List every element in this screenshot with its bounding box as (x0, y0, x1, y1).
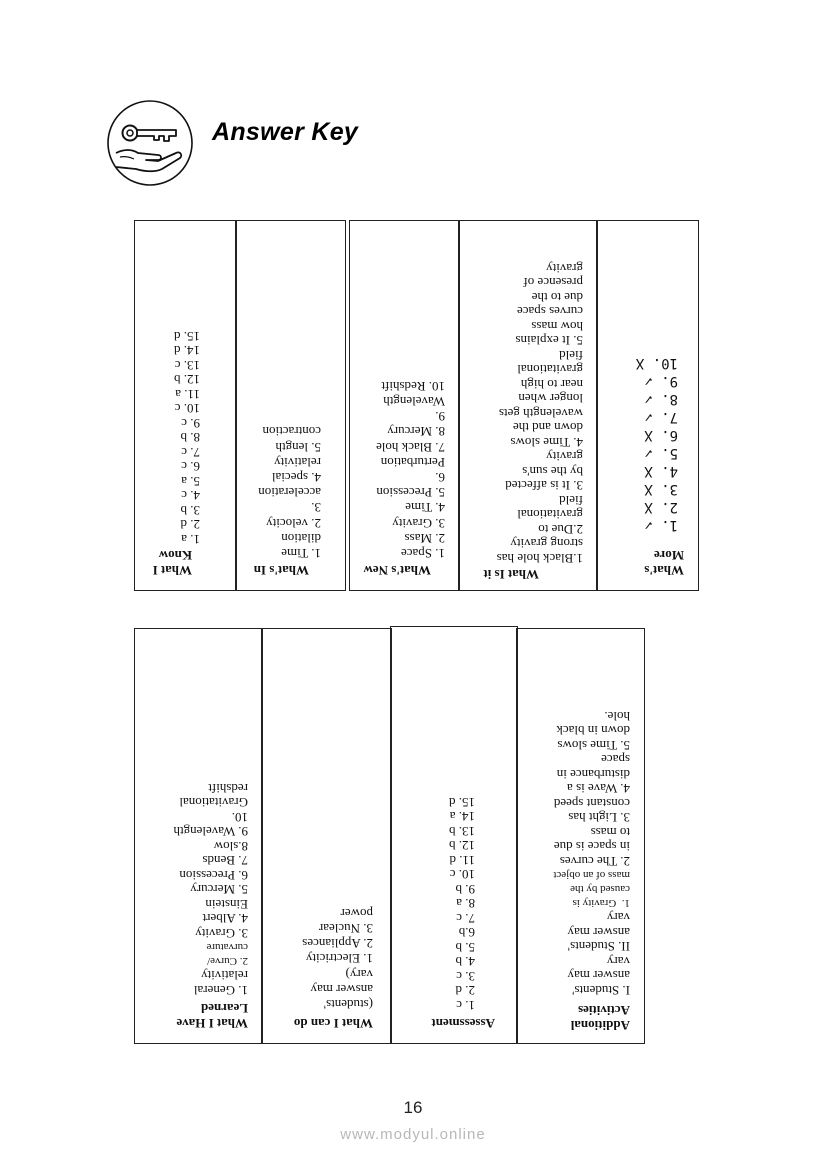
list-item: 2. Curve/ curvature (206, 941, 248, 967)
list-item: 2. d (455, 983, 475, 999)
list-item: 8.slow (213, 839, 248, 854)
list-item: 3. c (456, 969, 475, 984)
column-heading: What I Have Learned (176, 1001, 248, 1031)
list-item: 1. Electricity (305, 951, 373, 967)
list-item: 10. Gravitational redshift (179, 781, 248, 825)
list-item: 7. Black hole (376, 439, 445, 455)
list-item: 9. c (181, 416, 200, 431)
page-title: Answer Key (212, 118, 359, 146)
list-item: 6. Precession (179, 868, 248, 883)
additional-activities-column (516, 628, 645, 1044)
list-item: 13. c (174, 358, 200, 373)
assessment-column (390, 626, 518, 1044)
list-item: 1. a (181, 532, 200, 547)
list-item: 5. ✓ (644, 445, 678, 461)
list-item: 3. b (180, 503, 200, 518)
list-item: 8. ✓ (644, 391, 678, 407)
list-item: 12. b (449, 838, 475, 854)
list-item: 4. b (455, 954, 475, 970)
list-item: 9. ✓ (644, 373, 678, 389)
list-item: 11. d (449, 853, 475, 868)
list-item: 5. It explains how mass curves space due to the presence of gravity (515, 261, 583, 349)
list-item: (students' answer may vary) (310, 966, 373, 1012)
answer-key-logo (106, 99, 194, 187)
list-item: I. Students' answer may vary (567, 954, 630, 998)
list-item: II. Students' answer may vary (567, 910, 630, 955)
list-item: 11. a (175, 387, 200, 402)
list-item: 14. d (174, 343, 200, 359)
list-item: 1. General relativity (193, 968, 248, 998)
list-item: 15. d (174, 329, 200, 344)
list-item: 2. d (180, 517, 200, 533)
list-item: 4. Time slows down and the wavelength gets longer when near to high gravitational field (498, 348, 583, 450)
list-item: 1. c (456, 998, 475, 1013)
whats-new-column (349, 220, 460, 591)
list-item: 1. ✓ (644, 517, 678, 533)
list-item: 4. Albert Einstein (202, 897, 248, 927)
list-item: 9. Wavelength (383, 393, 445, 425)
list-item: 3. X (644, 481, 678, 497)
list-item: 7. ✓ (644, 409, 678, 425)
column-heading: What's New (363, 563, 431, 578)
list-item: 2. velocity (266, 515, 321, 531)
list-item: 1.Black hole has strong gravity (496, 536, 583, 566)
list-item: 7. c (181, 445, 200, 460)
column-heading: What I Know (152, 548, 192, 578)
list-item: 2. The curves in space is due to mass (553, 825, 630, 869)
list-item: 10. X (635, 355, 678, 371)
list-item: 2. Mass (404, 530, 445, 546)
list-item: 7. c (456, 911, 475, 926)
list-item: 1. Time dilation (281, 530, 321, 561)
list-item: 2. X (644, 499, 678, 515)
list-item: 3. Light has constant speed (553, 796, 630, 826)
list-item: 3. acceleration (258, 485, 321, 516)
list-item: 5. Time slows down in black hole. (556, 709, 630, 753)
list-item: 14. a (449, 809, 475, 825)
watermark: www.modyul.online (340, 1126, 486, 1143)
list-item: 4. Wave is a disturbance in space (556, 752, 630, 797)
list-item: 4. c (181, 488, 200, 504)
list-item: 8. a (456, 896, 475, 912)
page-number: 16 (403, 1098, 423, 1117)
list-item: 3. Gravity (392, 515, 445, 531)
list-item: 2.Due to gravitational field (517, 493, 583, 537)
list-item: 9. Wavelength (173, 824, 248, 840)
column-heading: Assessment (431, 1016, 495, 1031)
list-item: 15. d (449, 795, 475, 810)
column-heading: What's More (644, 548, 684, 578)
list-item: 4. Time (405, 500, 445, 516)
list-item: 8. b (180, 430, 200, 446)
list-item: 3. It is affected by the sun's gravity (505, 449, 583, 494)
list-item: 12. b (174, 372, 200, 388)
list-item: 8. Mercury (387, 424, 445, 440)
whats-in-column (235, 220, 346, 591)
list-item: 9. b (455, 882, 475, 897)
list-item: 10. Redshift (381, 378, 445, 394)
list-item: 7. Bends (202, 853, 248, 869)
list-item: 13. b (449, 824, 475, 839)
list-item: 6. X (644, 427, 678, 443)
whats-more-column (596, 220, 699, 591)
list-item: 5. Mercury (190, 882, 248, 898)
list-item: 5. a (181, 474, 200, 489)
what-i-can-do-column (261, 628, 392, 1044)
what-i-know-column (134, 220, 237, 591)
what-is-it-column (458, 220, 598, 591)
list-item: 3. Gravity (195, 926, 248, 941)
list-item: 5. Precession (376, 485, 445, 501)
list-item: 1. Space (400, 546, 445, 561)
column-heading: What's In (253, 563, 309, 578)
key-in-hand-icon (106, 99, 194, 187)
list-item: 4. X (644, 463, 678, 479)
list-item: 6.b (458, 925, 475, 941)
column-heading: Additional Activities (570, 1003, 630, 1033)
list-item: 5. length contraction (262, 424, 321, 455)
list-item: 4. special relativity (271, 454, 321, 485)
list-item: 6. Perturbation (380, 454, 445, 485)
list-item: 3. Nuclear power (318, 905, 373, 936)
column-heading: What I can do (293, 1016, 373, 1031)
list-item: 2. Appliances (302, 936, 373, 952)
list-item: 6. c (181, 459, 200, 475)
column-heading: What Is it (483, 567, 539, 582)
list-item: 1. Gravity is caused by the mass of an object (553, 869, 630, 909)
list-item: 10. c (174, 401, 200, 417)
what-i-have-learned-column (134, 628, 263, 1044)
list-item: 5. b (455, 940, 475, 955)
list-item: 10. c (449, 867, 475, 883)
